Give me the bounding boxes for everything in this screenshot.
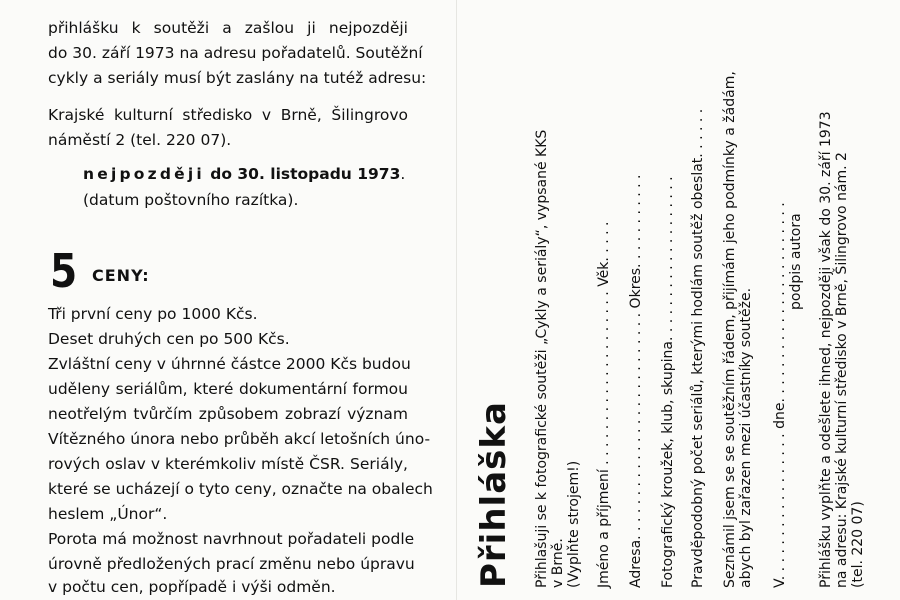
name-field: Jméno a příjmení . . . . . . . . . . . . . . . . . . . . Věk. . . . . — [596, 221, 612, 588]
address-line: Krajské kulturní středisko v Brně, Šilingrovo — [48, 106, 408, 124]
prize-line: které se ucházejí o tyto ceny, označte na obalech — [48, 480, 433, 498]
form-intro: v Brně. — [550, 538, 566, 588]
form-note: (Vyplňte strojem!) — [566, 460, 582, 588]
deadline-date: do 30. listopadu 1973 — [204, 165, 401, 183]
address-field: Adresa. . . . . . . . . . . . . . . . . . . . . . . . . . Okres. . . . . . . . . . . — [628, 174, 644, 588]
form-intro: Přihlašuji se k fotografické soutěži „Cykly a seriály“, vypsané KKS — [534, 129, 550, 588]
prize-line: úrovně předložených prací změnu nebo úpravu — [48, 555, 415, 573]
prize-line: heslem „Únor“. — [48, 505, 168, 523]
address-line: náměstí 2 (tel. 220 07). — [48, 131, 232, 149]
signature-label: podpis autora — [788, 213, 804, 310]
deadline-dot: . — [400, 165, 406, 183]
place-date-field: V. . . . . . . . . . . . . . . . . dne. . . . . . . . . . . . . . . . . . . . . . . — [772, 202, 788, 588]
count-field: Pravděpodobný počet seriálů, kterými hodlám soutěž obeslat. . . . . . — [690, 108, 706, 588]
deadline — [83, 162, 405, 186]
deadline-spaced: nejpozději — [83, 165, 205, 183]
club-field: Fotografický kroužek, klub, skupina. . . . . . . . . . . . . . . . . . . — [660, 176, 676, 588]
page-fold — [456, 0, 457, 600]
prize-line: Porota má možnost navrhnout pořadateli podle — [48, 530, 415, 548]
prize-line: neotřelým tvůrčím způsobem zobrazí význam — [48, 405, 408, 423]
section-number: 5 — [50, 244, 78, 298]
postmark-note: (datum poštovního razítka). — [83, 191, 299, 209]
form-footer: Přihlášku vyplňte a odešlete ihned, nejpozději však do 30. září 1973 — [818, 111, 834, 588]
prize-line: rových oslav v kterémkoliv místě ČSR. Seriály, — [48, 455, 408, 473]
text-line: přihlášku k soutěži a zašlou ji nejpozději — [48, 19, 408, 37]
prize-line: Tři první ceny po 1000 Kčs. — [48, 305, 258, 323]
text-line: do 30. září 1973 na adresu pořadatelů. Soutěžní — [48, 44, 423, 62]
form-rotated — [470, 0, 890, 588]
form-title: Přihláška — [474, 401, 514, 588]
declaration: abych byl zařazen mezi účastníky soutěže. — [738, 287, 754, 588]
application-form — [470, 0, 900, 600]
prize-line: Deset druhých cen po 500 Kčs. — [48, 330, 290, 348]
prize-line: uděleny seriálům, které dokumentární formou — [48, 380, 408, 398]
prize-line: Vítězného února nebo průběh akcí letošních úno- — [48, 430, 431, 448]
declaration: Seznámil jsem se se soutěžním řádem, přijímám jeho podmínky a žádám, — [722, 71, 738, 588]
form-footer: (tel. 220 07) — [850, 501, 866, 588]
prize-line: Zvláštní ceny v úhrnné částce 2000 Kčs budou — [48, 355, 411, 373]
section-title: CENY: — [92, 266, 150, 285]
prize-line: v počtu cen, popřípadě i výši odměn. — [48, 578, 336, 596]
text-line: cykly a seriály musí být zaslány na tutéž adresu: — [48, 69, 427, 87]
form-footer: na adresu: Krajské kulturní středisko v Brně, Šilingrovo nám. 2 — [834, 152, 850, 588]
